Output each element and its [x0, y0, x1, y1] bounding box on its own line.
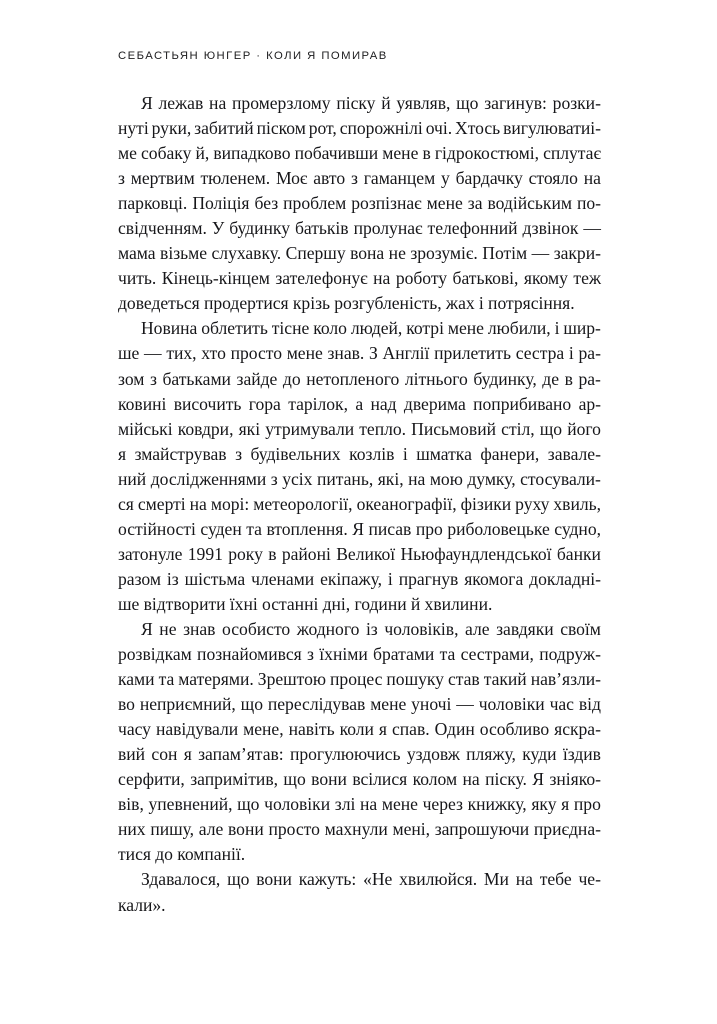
text-line: них пишу, але вони просто махнули мені, запрошуючи приєдна- — [118, 819, 601, 840]
text-line: вий сон я запам’ятав: прогулюючись уздовж пляжу, куди їздив — [118, 744, 601, 765]
text-line: ше відтворити їхні останні дні, години й хвилини. — [118, 593, 493, 614]
text-line: ний дослідженнями з усіх питань, які, на мою думку, стосували- — [118, 468, 601, 489]
text-line: мійські ковдри, які утримували тепло. Письмовий стіл, що його — [118, 418, 601, 439]
text-line: парковці. Поліція без проблем розпізнає мене за водійським по- — [118, 193, 601, 214]
paragraph-3 — [118, 617, 601, 867]
text-line: ся смерті на морі: метеорології, океанографії, фізики руху хвиль, — [118, 493, 601, 514]
text-line: ковині височить гора тарілок, а над дверима поприбивано ар- — [118, 393, 601, 414]
text-line: з мертвим тюленем. Моє авто з гаманцем у бардачку стояло на — [118, 168, 601, 189]
text-line: во неприємний, що переслідував мене уночі — чоловіки час від — [118, 694, 601, 715]
text-line: кали». — [118, 894, 166, 915]
paragraph-1 — [118, 91, 601, 316]
paragraph-2 — [118, 316, 601, 617]
text-line: доведеться продертися крізь розгубленість, жах і потрясіння. — [118, 293, 575, 314]
text-line: остійності суден та втоплення. Я писав про риболовецьке судно, — [118, 518, 601, 539]
text-line: я змайстрував з будівельних козлів і шматка фанери, завале- — [118, 443, 601, 464]
text-line: Здавалося, що вони кажуть: «Не хвилюйся. Ми на тебе че- — [141, 869, 601, 890]
paragraph-4 — [118, 867, 601, 917]
text-line: затонуле 1991 року в районі Великої Ньюфаундлендської банки — [118, 543, 601, 564]
text-line: Новина облетить тісне коло людей, котрі мене любили, і шир- — [141, 318, 601, 339]
text-line: ками та матерями. Зрештою процес пошуку став такий нав’язли- — [118, 669, 601, 690]
body-text-block — [118, 91, 601, 918]
text-line: разом із шістьма членами екіпажу, і прагнув якомога докладні- — [118, 568, 601, 589]
text-line: вів, упевнений, що чоловіки злі на мене через книжку, яку я про — [118, 794, 601, 815]
text-line: зом з батьками зайде до нетопленого літнього будинку, де в ра- — [118, 368, 601, 389]
text-line: серфити, запримітив, що вони всілися колом на піску. Я зніяко- — [118, 769, 601, 790]
text-line: часу навідували мене, навіть коли я спав. Один особливо яскра- — [118, 719, 601, 740]
text-line: нуті руки, забитий піском рот, спорожнілі очі. Хтось вигулюватиі- — [118, 118, 601, 139]
text-line: розвідкам познайомився з їхніми братами та сестрами, подруж- — [118, 644, 601, 665]
text-line: чить. Кінець-кінцем зателефонує на роботу батькові, якому теж — [118, 268, 601, 289]
text-line: мама візьме слухавку. Спершу вона не зрозуміє. Потім — закри- — [118, 243, 601, 264]
text-line: ше — тих, хто просто мене знав. З Англії прилетить сестра і ра- — [118, 343, 601, 364]
text-line: ме собаку й, випадково побачивши мене в гідрокостюмі, сплутає — [118, 143, 601, 164]
running-head: СЕБАСТЬЯН ЮНГЕР · КОЛИ Я ПОМИРАВ — [118, 50, 388, 62]
text-line: Я не знав особисто жодного із чоловіків, але завдяки своїм — [141, 618, 601, 639]
text-line: свідченням. У будинку батьків пролунає телефонний дзвінок — — [118, 218, 601, 239]
text-line: Я лежав на промерзлому піску й уявляв, що загинув: розки- — [141, 93, 601, 113]
text-line: тися до компанії. — [118, 844, 246, 865]
